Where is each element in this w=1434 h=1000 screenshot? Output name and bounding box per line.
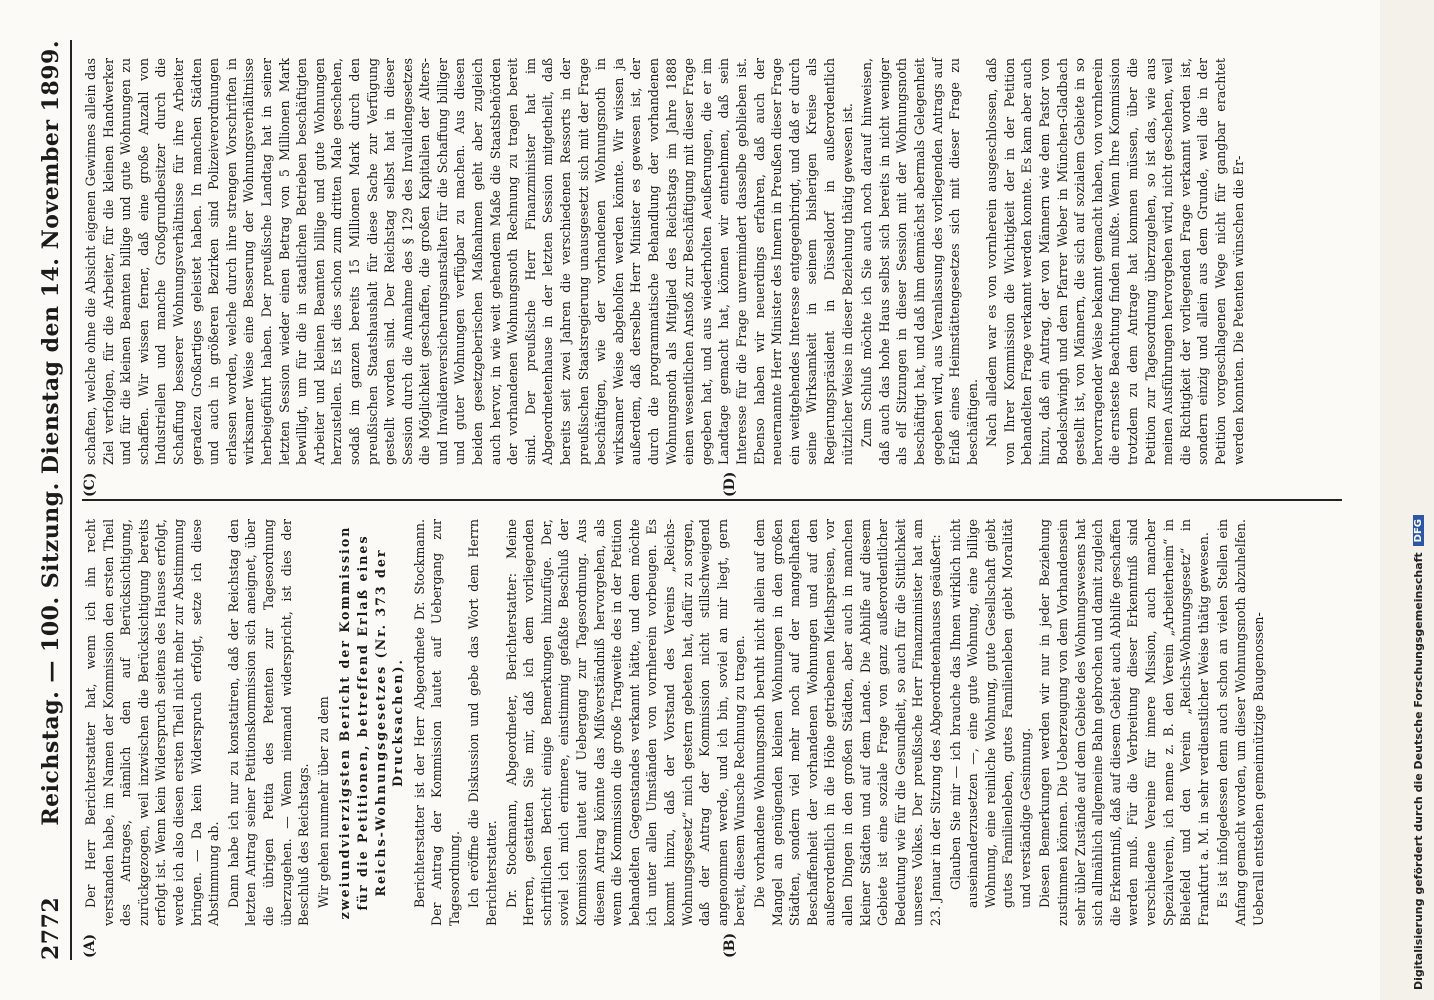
paragraph: Zum Schluß möchte ich Sie auch noch darauf hinweisen, daß auch das hohe Haus selbst sich bereits in nicht weniger als elf Sitzungen in dieser Session mit der Wohnungsnoth beschäftigt hat, und daß ihm demnächst abermals Gelegenheit gegeben wird, aus Veranlassung des vorliegenden Antrags auf Erlaß eines Heimstättengesetzes sich mit dieser Frage zu beschäftigen. <box>859 58 980 465</box>
paragraph: Berichterstatter ist der Herr Abgeordnete Dr. Stockmann. Der Antrag der Kommission lautet auf Uebergang zur Tagesordnung. <box>411 519 462 926</box>
paragraph: Nach alledem war es von vornherein ausgeschlossen, daß von Ihrer Kommission die Wichtigkeit der in der Petition behandelten Frage verkannt werden konnte. Es kam aber auch hinzu, daß ein Antrag, der von Männern wie dem Pastor von Bodelschwingh und dem Pfarrer Weber in München-Gladbach gestellt ist, von Männern, die sich auf sozialem Gebiete in so hervorragender Weise bekannt gemacht haben, von vornherein die ernsteste Beachtung finden mußte. Wenn Ihre Kommission trotzdem zu dem Antrage hat kommen müssen, über die Petition zur Tagesordnung überzugehen, so ist das, wie aus meinen Ausführungen hervorgehen wird, nicht geschehen, weil die Richtigkeit der vorliegenden Frage verkannt worden ist, sondern einzig und allein aus dem Grunde, weil die in der Petition vorgeschlagenen Wege nicht für gangbar erachtet werden konnten. Die Petenten wünschen die Er- <box>984 58 1246 465</box>
speech-paragraph: Dr. Stockmann, Abgeordneter, Berichterstatter: Meine Herren, gestatten Sie mir, daß ich dem vorliegenden schriftlichen Bericht einige Bemerkungen hinzufüge. Der, soviel ich mich erinnere, einstimmig gefaßte Beschluß der Kommission lautet auf Uebergang zur Tagesordnung. Aus diesem Antrag könnte das Mißverständniß hervorgehen, als wenn die Kommission die große Tragweite des in der Petition behandelten Gegenstandes verkannt hätte, und dem möchte ich unter allen Umständen von vornherein vorbeugen. Es kommt hinzu, daß der Vorstand des Vereins „Reichs-Wohnungsgesetz“ mich gestern gebeten hat, dafür zu sorgen, daß der Antrag der Kommission nicht stillschweigend angenommen werde, und ich bin, soviel an mir liegt, gern bereit, diesem Wunsche Rechnung zu tragen. <box>503 519 748 926</box>
margin-marker-b: (B) <box>722 932 738 958</box>
paragraph: Dann habe ich nur zu konstatiren, daß der Reichstag den letzten Antrag seiner Petitionskommission sich aneignet, über die übrigen Petita des Petenten zur Tagesordnung überzugehen. — Wenn niemand widerspricht, ist dies der Beschluß des Reichstags. <box>225 519 312 926</box>
page-number: 2772 <box>38 896 64 960</box>
margin-marker-d: (D) <box>722 471 738 497</box>
paragraph: Wir gehen nunmehr über zu dem <box>315 696 331 908</box>
page-header <box>38 40 72 960</box>
paragraph: Diesen Bemerkungen werden wir nur in jeder Beziehung zustimmen können. Die Ueberzeugung von dem Vorhandensein sehr übler Zustände auf dem Gebiete des Wohnungswesens hat sich allmählich allgemeine Bahn gebrochen und damit zugleich die Erkenntniß, daß auf diesem Gebiet auch Abhilfe geschaffen werden muß. Für die Verbreitung dieser Erkenntniß sind verschiedene Vereine für innere Mission, auch mancher Spezialverein, ich nenne z. B. den Verein „Arbeiterheim“ in Bielefeld und den Verein „Reichs-Wohnungsgesetz“ in Frankfurt a. M. in sehr verdienstlicher Weise thätig gewesen. <box>1037 519 1211 926</box>
agenda-item-heading: zweiundvierzigsten Bericht der Kommission für die Petitionen, betreffend Erlaß eines Reichs-Wohnungsgesetzes (Nr. 373 der Drucksachen). <box>337 525 406 920</box>
text-columns <box>82 40 1342 960</box>
credit-text: Digitalisierung gefördert durch die Deutsche Forschungsgemeinschaft <box>1412 552 1425 990</box>
margin-marker-c: (C) <box>82 472 98 497</box>
margin-marker-a: (A) <box>82 933 98 958</box>
digitization-credit <box>1408 0 1434 1000</box>
paragraph: Ich eröffne die Diskussion und gebe das Wort dem Herrn Berichterstatter. <box>466 519 500 926</box>
left-column <box>82 501 1342 960</box>
dfg-logo: DFG <box>1413 515 1424 546</box>
right-column <box>82 40 1342 501</box>
quotation: Glauben Sie mir — ich brauche das Ihnen wirklich nicht auseinanderzusetzen —, eine gute Wohnung, eine billige Wohnung, eine reinliche Wohnung, gute Gesellschaft giebt gutes Familienleben, gutes Familienleben giebt Moralität und verständige Gesinnung. <box>947 519 1033 908</box>
paragraph: Der Herr Berichterstatter hat, wenn ich ihn recht verstanden habe, im Namen der Kommission den ersten Theil des Antrages, nämlich den auf Berücksichtigung, zurückgezogen, weil inzwischen die Berücksichtigung bereits erfolgt ist. Wenn kein Widerspruch seitens des Hauses erfolgt, werde ich also diesen ersten Theil nicht mehr zur Abstimmung bringen. — Da kein Widerspruch erfolgt, setze ich diese Abstimmung ab. <box>83 519 222 926</box>
paragraph: Die vorhandene Wohnungsnoth beruht nicht allein auf dem Mangel an genügenden kleinen Wohnungen in den großen Städten, sondern viel mehr noch auf der mangelhaften Beschaffenheit der vorhandenen Wohnungen und auf den außerordentlich in die Höhe getriebenen Miethspreisen, vor allen Dingen in den großen Städten, aber auch in manchen kleiner Städten und auf dem Lande. Die Abhilfe auf diesem Gebiete ist eine soziale Frage von ganz außerordentlicher Bedeutung wie für die Gesundheit, so auch für die Sittlichkeit unseres Volkes. Der preußische Herr Finanzminister hat am 23. Januar in der Sitzung des Abgeordnetenhauses geäußert: <box>751 519 943 926</box>
paragraph: schaften, welche ohne die Absicht eigenen Gewinnes allein das Ziel verfolgen, für die Arbeiter, für die kleinen Handwerker und für die kleinen Beamten billige und gute Wohnungen zu schaffen. Wir wissen ferner, daß eine große Anzahl von Industriellen und manche Großgrundbesitzer durch die Schaffung besserer Wohnungsverhältnisse für ihre Arbeiter geradezu Großartiges geleistet haben. In manchen Städten und auch in größeren Bezirken sind Polizeiverordnungen erlassen worden, welche durch ihre strengen Vorschriften in wirksamer Weise eine Besserung der Wohnungsverhältnisse herbeigeführt haben. Der preußische Landtag hat in seiner letzten Session wieder einen Betrag von 5 Millionen Mark bewilligt, um für die in staatlichen Betrieben beschäftigten Arbeiter und kleinen Beamten billige und gute Wohnungen herzustellen. Es ist dies schon zum dritten Male geschehen, sodaß im ganzen bereits 15 Millionen Mark durch den preußischen Staatshaushalt für diese Sache zur Verfügung gestellt worden sind. Der Reichstag selbst hat in dieser Session durch die Annahme des § 129 des Invalidengesetzes die Möglichkeit geschaffen, die großen Kapitalien der Alters- und Invalidenversicherungsanstalten für die Schaffung billiger und guter Wohnungen verfügbar zu machen. Aus diesen beiden gesetzgeberischen Maßnahmen geht aber zugleich auch hervor, in wie weit gehendem Maße die Staatsbehörden der vorhandenen Wohnungsnoth Rechnung zu tragen bereit sind. Der preußische Herr Finanzminister hat im Abgeordnetenhause in der letzten Session mitgetheilt, daß bereits seit zwei Jahren die verschiedenen Ressorts in der preußischen Staatsregierung unausgesetzt sich mit der Frage beschäftigen, wie der vorhandenen Wohnungsnoth in wirksamer Weise abgeholfen werden könnte. Wir wissen ja außerdem, daß derselbe Herr Minister es gewesen ist, der durch die programmatische Behandlung der vorhandenen Wohnungsnoth als Mitglied des Reichstags im Jahre 1888 einen wesentlichen Anstoß zur Beschäftigung mit dieser Frage gegeben hat, und aus wiederholten Aeußerungen, die er im Landtage gemacht hat, können wir entnehmen, daß sein Interesse für die Frage unvermindert dasselbe geblieben ist. Ebenso haben wir neuerdings erfahren, daß auch der neuernannte Herr Minister des Innern in Preußen dieser Frage ein weitgehendes Interesse entgegenbringt, und daß er durch seine Wirksamkeit in seinem bisherigen Kreise als Regierungspräsident in Düsseldorf in außerordentlich nützlicher Weise in dieser Beziehung thätig gewesen ist. <box>83 58 855 465</box>
paragraph: Es ist infolgedessen denn auch schon an vielen Stellen ein Anfang gemacht worden, um dieser Wohnungsnoth abzuhelfen. Ueberall entstehen gemeinnützige Baugenossen- <box>1215 519 1266 926</box>
page-title: Reichstag. — 100. Sitzung. Dienstag den 14. November 1899. <box>38 40 64 826</box>
